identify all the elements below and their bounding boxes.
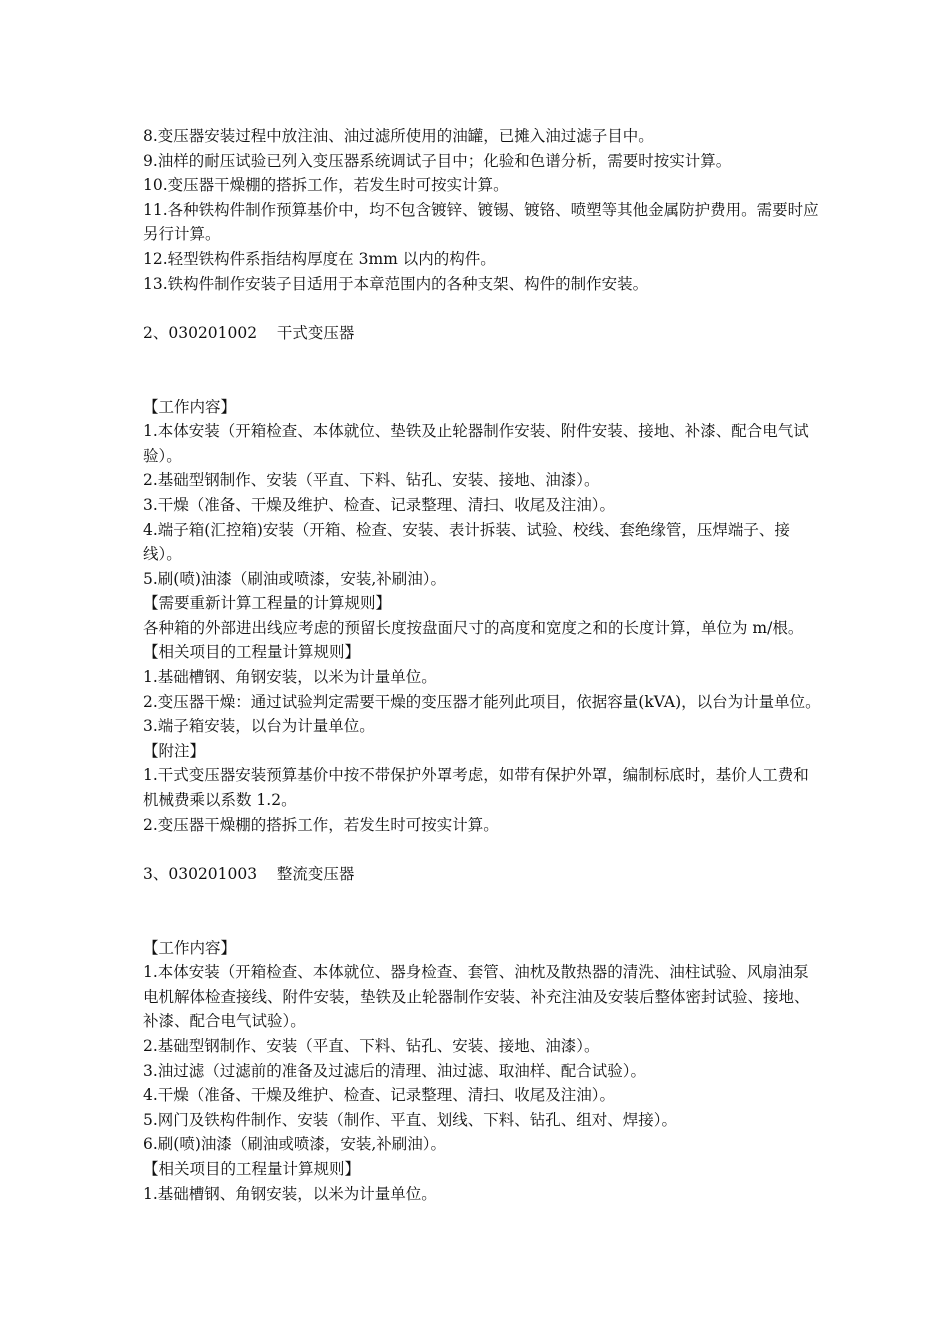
document-page — [143, 124, 823, 1206]
list-item: 6.刷(喷)油漆（刷油或喷漆，安装,补刷油）。 — [143, 1135, 447, 1154]
list-item: 3.油过滤（过滤前的准备及过滤后的清理、油过滤、取油样、配合试验）。 — [143, 1061, 647, 1080]
subsection-title: 【相关项目的工程量计算规则】 — [143, 643, 361, 662]
list-item: 9.油样的耐压试验已列入变压器系统调试子目中；化验和色谱分析，需要时按实计算。 — [143, 151, 732, 170]
list-item: 2.变压器干燥：通过试验判定需要干燥的变压器才能列此项目，依据容量(kVA)，以台为计量单位。 — [143, 692, 821, 711]
list-item: 13.铁构件制作安装子目适用于本章范围内的各种支架、构件的制作安装。 — [143, 274, 649, 293]
section-heading: 3、030201003 整流变压器 — [143, 864, 355, 883]
section-related-rules — [143, 640, 823, 738]
list-item: 5.刷(喷)油漆（刷油或喷漆，安装,补刷油）。 — [143, 569, 447, 588]
subsection-title: 【附注】 — [143, 741, 206, 760]
list-item: 1.基础槽钢、角钢安装，以米为计量单位。 — [143, 1184, 437, 1203]
list-item: 2.基础型钢制作、安装（平直、下料、钻孔、安装、接地、油漆）。 — [143, 471, 600, 490]
section-heading: 2、030201002 干式变压器 — [143, 323, 355, 342]
list-item: 10.变压器干燥棚的搭拆工作，若发生时可按实计算。 — [143, 176, 509, 195]
list-item: 4.干燥（准备、干燥及维护、检查、记录整理、清扫、收尾及注油）。 — [143, 1086, 616, 1105]
subsection-title: 【工作内容】 — [143, 397, 237, 416]
list-item: 3.干燥（准备、干燥及维护、检查、记录整理、清扫、收尾及注油）。 — [143, 495, 616, 514]
list-item: 8.变压器安装过程中放注油、油过滤所使用的油罐，已摊入油过滤子目中。 — [143, 127, 654, 145]
list-item: 12.轻型铁构件系指结构厚度在 3mm 以内的构件。 — [143, 249, 496, 268]
list-item: 各种箱的外部进出线应考虑的预留长度按盘面尺寸的高度和宽度之和的长度计算，单位为 m/根。 — [143, 618, 804, 637]
section-work-content — [143, 395, 823, 592]
list-item: 1.本体安装（开箱检查、本体就位、垫铁及止轮器制作安装、附件安装、接地、补漆、配合电气试验）。 — [143, 422, 809, 465]
section-related-rules — [143, 1157, 823, 1206]
section-notes — [143, 739, 823, 837]
list-item: 2.变压器干燥棚的搭拆工作，若发生时可按实计算。 — [143, 815, 499, 834]
subsection-title: 【相关项目的工程量计算规则】 — [143, 1159, 361, 1178]
list-item: 5.网门及铁构件制作、安装（制作、平直、划线、下料、钻孔、组对、焊接）。 — [143, 1110, 678, 1129]
list-item: 1.本体安装（开箱检查、本体就位、器身检查、套管、油枕及散热器的清洗、油柱试验、风扇油泵电机解体检查接线、附件安装，垫铁及止轮器制作安装、补充注油及安装后整体密封试验、接地、补漆、配合电气试验）。 — [143, 963, 810, 1031]
list-item: 3.端子箱安装，以台为计量单位。 — [143, 717, 375, 736]
list-item: 11.各种铁构件制作预算基价中，均不包含镀锌、镀锡、镀铬、喷塑等其他金属防护费用。需要时应另行计算。 — [143, 200, 819, 244]
list-item: 1.干式变压器安装预算基价中按不带保护外罩考虑，如带有保护外罩，编制标底时，基价人工费和机械费乘以系数 1.2。 — [143, 766, 809, 810]
top-item-list — [143, 124, 823, 296]
list-item: 2.基础型钢制作、安装（平直、下料、钻孔、安装、接地、油漆）。 — [143, 1036, 600, 1055]
subsection-title: 【需要重新计算工程量的计算规则】 — [143, 594, 392, 613]
section-recalc-rules — [143, 591, 823, 640]
list-item: 4.端子箱(汇控箱)安装（开箱、检查、安装、表计拆装、试验、校线、套绝缘管，压焊端子、接线）。 — [143, 520, 790, 564]
subsection-title: 【工作内容】 — [143, 938, 237, 957]
section-work-content — [143, 936, 823, 1157]
list-item: 1.基础槽钢、角钢安装，以米为计量单位。 — [143, 668, 437, 687]
